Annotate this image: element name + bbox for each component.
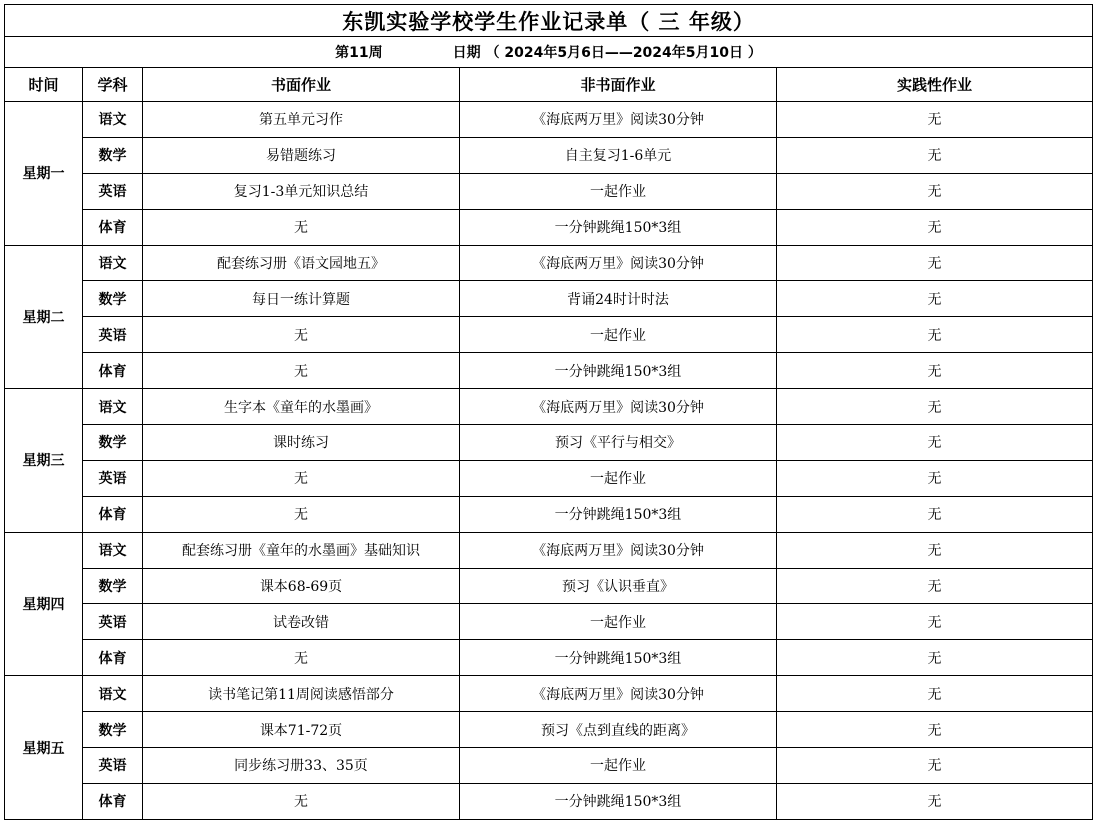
subject-cell: 语文 — [83, 532, 143, 568]
table-row — [5, 460, 1093, 496]
table-row — [5, 640, 1093, 676]
practical-homework-cell: 无 — [777, 425, 1093, 461]
nonwritten-homework-cell: 一起作业 — [460, 748, 777, 784]
written-homework-cell: 无 — [143, 460, 460, 496]
written-homework-cell: 同步练习册33、35页 — [143, 748, 460, 784]
table-row — [5, 425, 1093, 461]
homework-table — [4, 4, 1093, 820]
table-row — [5, 245, 1093, 281]
subject-cell: 语文 — [83, 676, 143, 712]
day-label: 星期三 — [5, 389, 83, 533]
table-row — [5, 604, 1093, 640]
nonwritten-homework-cell: 一分钟跳绳150*3组 — [460, 496, 777, 532]
written-homework-cell: 无 — [143, 640, 460, 676]
subject-cell: 英语 — [83, 748, 143, 784]
nonwritten-homework-cell: 背诵24时计时法 — [460, 281, 777, 317]
homework-record-sheet — [4, 4, 1092, 824]
written-homework-cell: 无 — [143, 317, 460, 353]
practical-homework-cell: 无 — [777, 568, 1093, 604]
week-date-info — [5, 37, 1093, 68]
date-range: 日期 （ 2024年5月6日——2024年5月10日 ） — [452, 45, 762, 61]
nonwritten-homework-cell: 一起作业 — [460, 317, 777, 353]
subject-cell: 语文 — [83, 245, 143, 281]
subject-cell: 英语 — [83, 317, 143, 353]
nonwritten-homework-cell: 一分钟跳绳150*3组 — [460, 353, 777, 389]
table-row — [5, 676, 1093, 712]
subject-cell: 数学 — [83, 712, 143, 748]
table-row — [5, 173, 1093, 209]
practical-homework-cell: 无 — [777, 604, 1093, 640]
table-row — [5, 317, 1093, 353]
table-row — [5, 712, 1093, 748]
header-nonwritten: 非书面作业 — [460, 68, 777, 102]
practical-homework-cell: 无 — [777, 389, 1093, 425]
practical-homework-cell: 无 — [777, 496, 1093, 532]
subject-cell: 英语 — [83, 460, 143, 496]
header-row — [5, 68, 1093, 102]
subject-cell: 语文 — [83, 389, 143, 425]
nonwritten-homework-cell: 预习《点到直线的距离》 — [460, 712, 777, 748]
nonwritten-homework-cell: 《海底两万里》阅读30分钟 — [460, 676, 777, 712]
table-row — [5, 748, 1093, 784]
subject-cell: 体育 — [83, 209, 143, 245]
written-homework-cell: 无 — [143, 209, 460, 245]
week-label: 第11周 — [335, 45, 383, 61]
table-row — [5, 389, 1093, 425]
header-practical: 实践性作业 — [777, 68, 1093, 102]
sheet-title: 东凯实验学校学生作业记录单（ 三 年级） — [5, 5, 1093, 37]
nonwritten-homework-cell: 预习《认识垂直》 — [460, 568, 777, 604]
header-written: 书面作业 — [143, 68, 460, 102]
practical-homework-cell: 无 — [777, 748, 1093, 784]
nonwritten-homework-cell: 一分钟跳绳150*3组 — [460, 640, 777, 676]
table-row — [5, 102, 1093, 138]
nonwritten-homework-cell: 一分钟跳绳150*3组 — [460, 783, 777, 819]
nonwritten-homework-cell: 《海底两万里》阅读30分钟 — [460, 532, 777, 568]
subject-cell: 英语 — [83, 604, 143, 640]
written-homework-cell: 读书笔记第11周阅读感悟部分 — [143, 676, 460, 712]
practical-homework-cell: 无 — [777, 353, 1093, 389]
written-homework-cell: 无 — [143, 496, 460, 532]
day-label: 星期二 — [5, 245, 83, 389]
info-row — [5, 37, 1093, 68]
header-time: 时间 — [5, 68, 83, 102]
table-row — [5, 281, 1093, 317]
nonwritten-homework-cell: 《海底两万里》阅读30分钟 — [460, 102, 777, 138]
table-row — [5, 532, 1093, 568]
written-homework-cell: 课本71-72页 — [143, 712, 460, 748]
title-row — [5, 5, 1093, 37]
practical-homework-cell: 无 — [777, 173, 1093, 209]
practical-homework-cell: 无 — [777, 281, 1093, 317]
subject-cell: 数学 — [83, 568, 143, 604]
table-row — [5, 496, 1093, 532]
written-homework-cell: 无 — [143, 783, 460, 819]
subject-cell: 数学 — [83, 281, 143, 317]
table-row — [5, 568, 1093, 604]
nonwritten-homework-cell: 《海底两万里》阅读30分钟 — [460, 245, 777, 281]
written-homework-cell: 第五单元习作 — [143, 102, 460, 138]
table-row — [5, 137, 1093, 173]
practical-homework-cell: 无 — [777, 712, 1093, 748]
written-homework-cell: 配套练习册《语文园地五》 — [143, 245, 460, 281]
written-homework-cell: 生字本《童年的水墨画》 — [143, 389, 460, 425]
written-homework-cell: 课时练习 — [143, 425, 460, 461]
practical-homework-cell: 无 — [777, 640, 1093, 676]
subject-cell: 体育 — [83, 496, 143, 532]
nonwritten-homework-cell: 一起作业 — [460, 460, 777, 496]
day-label: 星期四 — [5, 532, 83, 676]
practical-homework-cell: 无 — [777, 245, 1093, 281]
nonwritten-homework-cell: 预习《平行与相交》 — [460, 425, 777, 461]
table-row — [5, 353, 1093, 389]
written-homework-cell: 每日一练计算题 — [143, 281, 460, 317]
subject-cell: 体育 — [83, 640, 143, 676]
written-homework-cell: 配套练习册《童年的水墨画》基础知识 — [143, 532, 460, 568]
day-label: 星期一 — [5, 102, 83, 246]
written-homework-cell: 易错题练习 — [143, 137, 460, 173]
header-subject: 学科 — [83, 68, 143, 102]
nonwritten-homework-cell: 自主复习1-6单元 — [460, 137, 777, 173]
practical-homework-cell: 无 — [777, 102, 1093, 138]
practical-homework-cell: 无 — [777, 209, 1093, 245]
practical-homework-cell: 无 — [777, 783, 1093, 819]
practical-homework-cell: 无 — [777, 460, 1093, 496]
subject-cell: 数学 — [83, 137, 143, 173]
subject-cell: 数学 — [83, 425, 143, 461]
table-body — [5, 102, 1093, 820]
table-row — [5, 209, 1093, 245]
subject-cell: 体育 — [83, 353, 143, 389]
day-label: 星期五 — [5, 676, 83, 820]
practical-homework-cell: 无 — [777, 676, 1093, 712]
practical-homework-cell: 无 — [777, 137, 1093, 173]
subject-cell: 语文 — [83, 102, 143, 138]
nonwritten-homework-cell: 《海底两万里》阅读30分钟 — [460, 389, 777, 425]
practical-homework-cell: 无 — [777, 532, 1093, 568]
written-homework-cell: 试卷改错 — [143, 604, 460, 640]
table-row — [5, 783, 1093, 819]
nonwritten-homework-cell: 一起作业 — [460, 604, 777, 640]
nonwritten-homework-cell: 一起作业 — [460, 173, 777, 209]
subject-cell: 体育 — [83, 783, 143, 819]
written-homework-cell: 无 — [143, 353, 460, 389]
subject-cell: 英语 — [83, 173, 143, 209]
written-homework-cell: 复习1-3单元知识总结 — [143, 173, 460, 209]
nonwritten-homework-cell: 一分钟跳绳150*3组 — [460, 209, 777, 245]
practical-homework-cell: 无 — [777, 317, 1093, 353]
written-homework-cell: 课本68-69页 — [143, 568, 460, 604]
